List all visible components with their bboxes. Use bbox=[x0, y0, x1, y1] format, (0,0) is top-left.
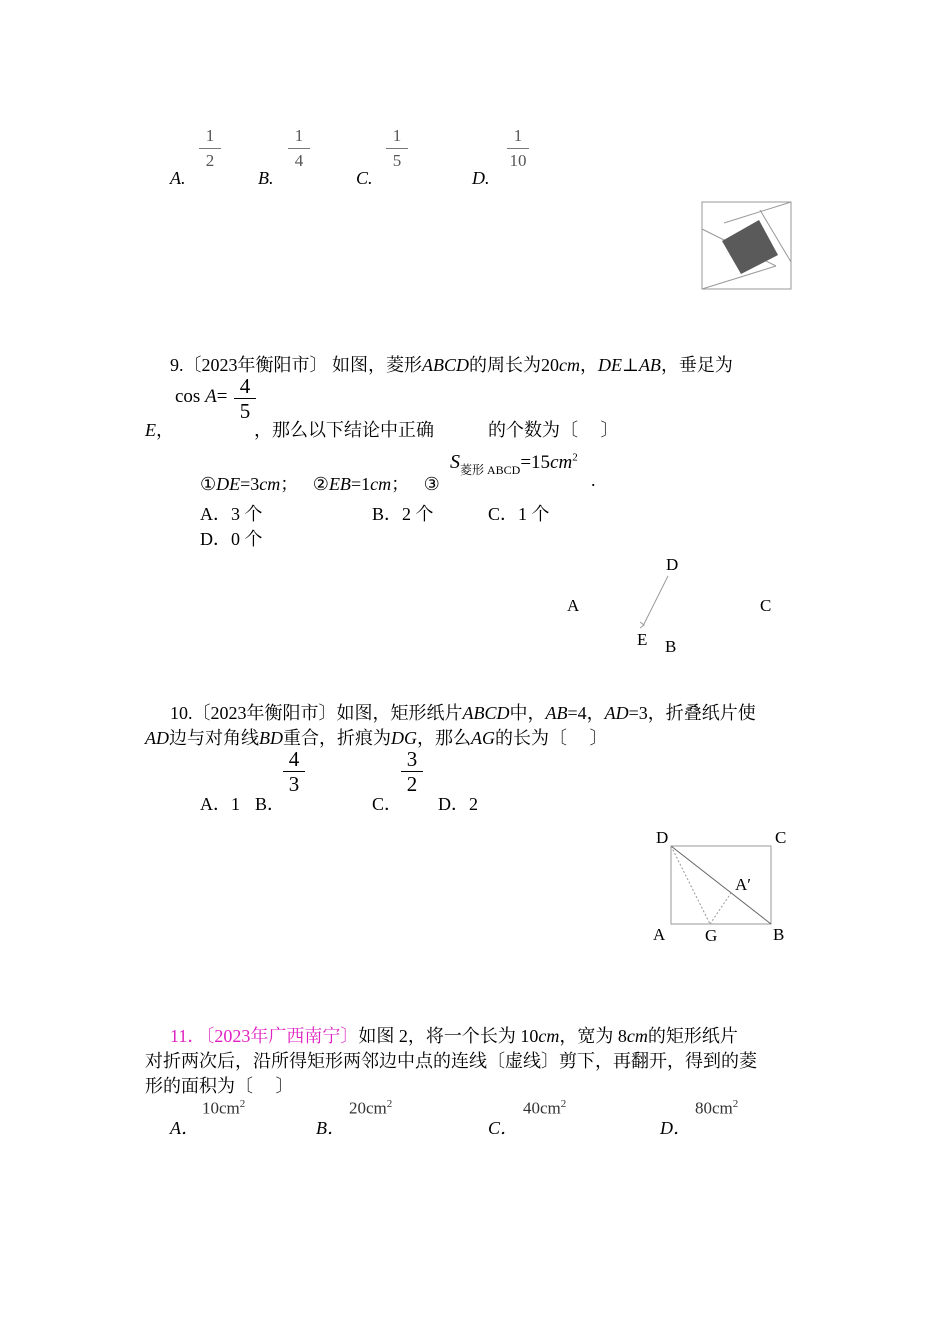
denominator: 5 bbox=[392, 151, 402, 170]
stmt2-sep: ； bbox=[391, 474, 410, 494]
q8-option-a-letter: A. bbox=[170, 168, 186, 188]
q8-option-c-letter: C. bbox=[356, 168, 373, 188]
area-subscript: 菱形 ABCD bbox=[460, 463, 521, 477]
denominator: 2 bbox=[205, 151, 215, 170]
q9-figure-lines bbox=[630, 570, 680, 636]
q9-perp: ⊥ bbox=[622, 355, 639, 375]
q11-option-c-letter: C． bbox=[488, 1118, 519, 1138]
q10-text3: ，那么 bbox=[417, 728, 471, 748]
q10-ag: AG bbox=[471, 728, 495, 748]
q9-option-d: D．0 个 bbox=[200, 529, 263, 549]
value: 40cm bbox=[523, 1098, 561, 1118]
numerator: 1 bbox=[392, 126, 402, 145]
stmt3-mark: ③ bbox=[423, 474, 440, 494]
numerator: 3 bbox=[406, 747, 418, 771]
q11-line1 bbox=[170, 1022, 738, 1048]
stmt1-val: =3 bbox=[240, 474, 260, 494]
q11-text-a: 如图 2，将一个长为 10 bbox=[358, 1026, 539, 1046]
q11-cm1: cm bbox=[538, 1026, 560, 1046]
q11-option-c-value bbox=[523, 1098, 566, 1119]
q11-option-b-value bbox=[349, 1098, 392, 1119]
q10-text4: 的长为〔 〕 bbox=[495, 728, 608, 748]
q10-option-b-letter: B． bbox=[255, 794, 286, 814]
q10-line1 bbox=[170, 699, 756, 725]
q10-ad: AD bbox=[604, 703, 629, 723]
numerator: 1 bbox=[205, 126, 215, 145]
q10-dg: DG bbox=[391, 728, 417, 748]
q8-option-b-fraction bbox=[284, 126, 314, 171]
area-exp: 2 bbox=[572, 451, 578, 464]
q11-option-b-letter: B． bbox=[316, 1118, 345, 1138]
label-a: A bbox=[653, 925, 666, 944]
q9-statements bbox=[200, 470, 440, 496]
q8-option-b-letter: B. bbox=[258, 168, 274, 188]
q11-cm2: cm bbox=[626, 1026, 648, 1046]
q9-suffix: ，垂足为 bbox=[660, 355, 733, 375]
stmt2-mark: ② bbox=[312, 474, 329, 494]
numerator: 1 bbox=[294, 126, 304, 145]
q9-e: E bbox=[145, 420, 156, 440]
q9-abcd: ABCD bbox=[422, 355, 469, 375]
stmt1-unit: cm bbox=[259, 474, 281, 494]
stmt2-unit: cm bbox=[370, 474, 392, 494]
q9-option-c: C．1 个 bbox=[488, 504, 550, 524]
area-unit: cm bbox=[550, 452, 573, 473]
exp: 2 bbox=[239, 1098, 246, 1110]
value: 80cm bbox=[695, 1098, 733, 1118]
label-a: A bbox=[567, 596, 580, 615]
cos-label: cos bbox=[175, 386, 201, 407]
q11-option-d-value bbox=[695, 1098, 738, 1119]
q10-text2: 重合，折痕为 bbox=[283, 728, 391, 748]
q10-option-b-fraction bbox=[281, 748, 307, 795]
denominator: 10 bbox=[509, 151, 527, 170]
q11-option-a-letter: A． bbox=[170, 1118, 199, 1138]
area-value: =15 bbox=[520, 452, 551, 473]
q11-source: 〔2023年广西南宁〕 bbox=[205, 1026, 359, 1046]
stmt1-mark: ① bbox=[200, 474, 217, 494]
q11-number: 11． bbox=[170, 1026, 206, 1046]
exp: 2 bbox=[732, 1098, 739, 1110]
q10-ab: AB bbox=[545, 703, 568, 723]
exp: 2 bbox=[560, 1098, 567, 1110]
q9-ab: AB bbox=[638, 355, 661, 375]
denominator: 5 bbox=[239, 399, 251, 423]
numerator: 4 bbox=[239, 374, 251, 398]
area-s: S bbox=[450, 451, 460, 473]
q9-line1: 9.〔2023年衡阳市〕 如图，菱形ABCD的周长为20cm，DE⊥AB，垂足为 bbox=[170, 355, 733, 375]
q8-figure-squares bbox=[700, 200, 794, 292]
q11-text-b: ，宽为 8 bbox=[559, 1026, 627, 1046]
q9-line2-tail: 的个数为〔 〕 bbox=[488, 420, 619, 440]
label-c: C bbox=[760, 596, 772, 615]
q10-option-c-fraction bbox=[399, 748, 425, 795]
denominator: 4 bbox=[294, 151, 304, 170]
q10-option-a: A．1 bbox=[200, 794, 240, 814]
numerator: 1 bbox=[513, 126, 523, 145]
q8-option-c-fraction bbox=[382, 126, 412, 171]
q9-mid: 的周长为20 bbox=[469, 355, 559, 375]
cos-eq: = bbox=[216, 386, 228, 407]
q9-period: . bbox=[591, 470, 596, 490]
stmt2-var: EB bbox=[328, 474, 351, 494]
q10-line2 bbox=[145, 724, 608, 750]
q10-bd: BD bbox=[259, 728, 283, 748]
q9-comma: ， bbox=[156, 420, 174, 440]
q9-cos-expression bbox=[175, 386, 227, 408]
cos-var: A bbox=[205, 386, 217, 407]
q10-abcd: ABCD bbox=[462, 703, 510, 723]
value: 10cm bbox=[202, 1098, 240, 1118]
q9-line2 bbox=[145, 416, 174, 442]
q10-ad2: AD bbox=[145, 728, 169, 748]
stmt1-sep: ； bbox=[280, 474, 299, 494]
q10-option-c-letter: C． bbox=[372, 794, 403, 814]
label-b: B bbox=[773, 925, 785, 944]
q10-figure-rectangle bbox=[668, 843, 774, 927]
stmt1-var: DE bbox=[216, 474, 241, 494]
label-c: C bbox=[775, 828, 787, 847]
q10-mid: 中， bbox=[509, 703, 546, 723]
exp: 2 bbox=[386, 1098, 393, 1110]
q9-option-b: B．2 个 bbox=[372, 504, 434, 524]
q9-prefix: 9.〔2023年衡阳市〕 如图，菱形 bbox=[170, 355, 422, 375]
value: 20cm bbox=[349, 1098, 387, 1118]
q11-line2: 对折两次后，沿所得矩形两邻边中点的连线〔虚线〕剪下，再翻开，得到的菱 bbox=[145, 1051, 757, 1071]
q10-ad-val: =3，折叠纸片使 bbox=[628, 703, 756, 723]
stmt2-val: =1 bbox=[350, 474, 371, 494]
label-e: E bbox=[637, 630, 648, 649]
q9-cos-fraction bbox=[232, 375, 258, 422]
numerator: 4 bbox=[288, 747, 300, 771]
q10-text1: 边与对角线 bbox=[169, 728, 259, 748]
label-g: G bbox=[705, 926, 718, 945]
q9-option-a: A．3 个 bbox=[200, 504, 263, 524]
q11-option-d-letter: D． bbox=[660, 1118, 691, 1138]
q11-text-c: 的矩形纸片 bbox=[647, 1026, 738, 1046]
q10-option-d: D．2 bbox=[438, 794, 478, 814]
q9-line2-text: ，那么以下结论中正确 bbox=[254, 420, 434, 440]
q10-ab-val: =4， bbox=[567, 703, 605, 723]
q9-de: DE bbox=[598, 355, 622, 375]
label-d: D bbox=[656, 828, 669, 847]
q8-option-a-fraction bbox=[195, 126, 225, 171]
q10-prefix: 10.〔2023年衡阳市〕如图，矩形纸片 bbox=[170, 703, 463, 723]
q9-cm: cm bbox=[559, 355, 580, 375]
label-d: D bbox=[666, 555, 679, 574]
label-b: B bbox=[665, 637, 677, 656]
q9-area-expression bbox=[450, 451, 578, 477]
denominator: 3 bbox=[288, 772, 300, 796]
denominator: 2 bbox=[406, 772, 418, 796]
label-a-prime: A′ bbox=[735, 875, 751, 894]
q8-option-d-letter: D. bbox=[472, 168, 490, 188]
q8-option-d-fraction bbox=[503, 126, 533, 171]
q11-option-a-value bbox=[202, 1098, 245, 1119]
q11-line3: 形的面积为〔 〕 bbox=[145, 1076, 294, 1096]
